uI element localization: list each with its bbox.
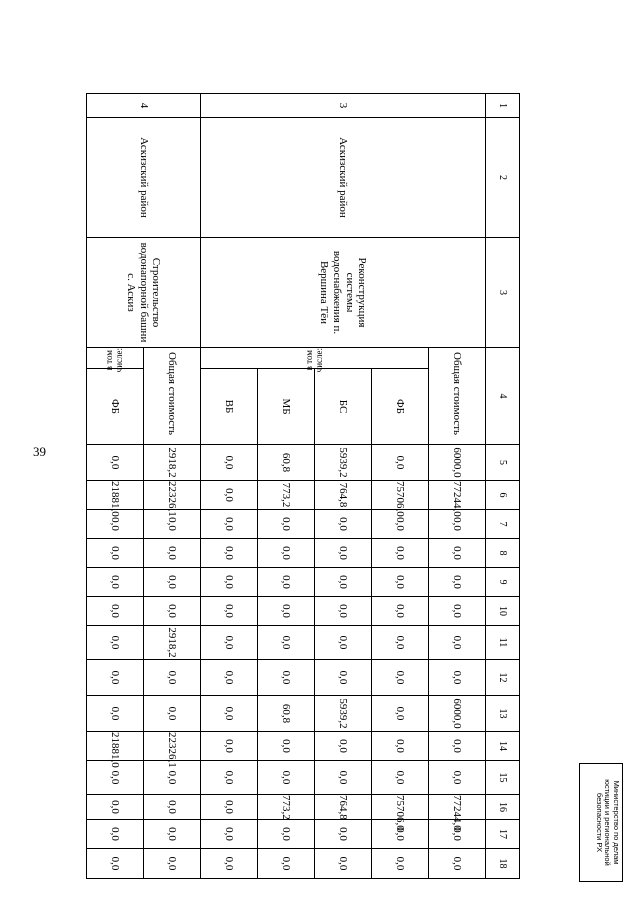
district-cell: Аскизский район <box>87 118 201 238</box>
value-cell: 0,0 <box>371 696 428 732</box>
column-number: 13 <box>485 696 519 732</box>
value-cell: 6000,0 <box>428 445 485 481</box>
value-cell: 0,0 <box>371 849 428 879</box>
column-number: 14 <box>485 732 519 761</box>
value-cell: 2918,2 <box>144 445 201 481</box>
value-cell: 0,0 <box>200 696 257 732</box>
column-number: 18 <box>485 849 519 879</box>
value-cell: 0,0 <box>200 626 257 660</box>
value-cell: 0,0 <box>314 761 371 795</box>
value-cell: 0,0 <box>257 849 314 879</box>
value-cell: 0,0 <box>257 568 314 597</box>
value-cell: 0,0 <box>87 445 144 481</box>
value-cell: 75706,0 <box>371 795 428 820</box>
value-cell: 0,0 <box>144 696 201 732</box>
in-that-label-cell <box>200 348 428 373</box>
value-cell: 0,0 <box>257 660 314 696</box>
table-row <box>428 94 485 879</box>
value-cell: 0,0 <box>87 795 144 820</box>
in-that-label: в том числе: <box>104 348 125 373</box>
value-cell: 0,0 <box>428 660 485 696</box>
value-cell: 0,0 <box>200 481 257 510</box>
ministry-stamp <box>579 763 623 882</box>
column-number: 4 <box>485 348 519 445</box>
funding-source-label: БС <box>314 369 371 445</box>
column-number: 5 <box>485 445 519 481</box>
value-cell: 0,0 <box>144 660 201 696</box>
value-cell: 0,0 <box>200 732 257 761</box>
value-cell: 764,8 <box>314 481 371 510</box>
value-cell: 0,0 <box>257 761 314 795</box>
value-cell: 0,0 <box>428 761 485 795</box>
value-cell: 0,0 <box>314 539 371 568</box>
value-cell: 0,0 <box>314 732 371 761</box>
value-cell: 0,0 <box>87 568 144 597</box>
funding-source-label: ФБ <box>87 369 144 445</box>
column-number: 2 <box>485 118 519 238</box>
value-cell: 5939,2 <box>314 696 371 732</box>
value-cell: 773,2 <box>257 795 314 820</box>
value-cell: 0,0 <box>87 660 144 696</box>
value-cell: 0,0 <box>371 510 428 539</box>
column-number: 12 <box>485 660 519 696</box>
object-cell: Реконструкция системы водоснабжения п. Вершина Тёи <box>200 238 485 348</box>
value-cell: 0,0 <box>144 597 201 626</box>
page-number: 39 <box>33 444 46 459</box>
value-cell: 0,0 <box>257 510 314 539</box>
value-cell: 0,0 <box>428 568 485 597</box>
value-cell: 77244,0 <box>428 481 485 510</box>
value-cell: 0,0 <box>144 795 201 820</box>
value-cell: 0,0 <box>257 539 314 568</box>
value-cell: 0,0 <box>371 820 428 849</box>
column-number: 11 <box>485 626 519 660</box>
value-cell: 0,0 <box>257 597 314 626</box>
value-cell: 0,0 <box>87 539 144 568</box>
value-cell: 0,0 <box>200 568 257 597</box>
in-that-label: в том числе: <box>303 348 324 373</box>
column-number: 6 <box>485 481 519 510</box>
row-number: 4 <box>87 94 201 118</box>
value-cell: 5939,2 <box>314 445 371 481</box>
value-cell: 0,0 <box>371 568 428 597</box>
value-cell: 0,0 <box>144 568 201 597</box>
value-cell: 0,0 <box>371 761 428 795</box>
value-cell: 0,0 <box>257 820 314 849</box>
value-cell: 0,0 <box>371 597 428 626</box>
value-cell: 0,0 <box>144 539 201 568</box>
value-cell: 0,0 <box>200 849 257 879</box>
funding-source-label: ФБ <box>371 369 428 445</box>
value-cell: 0,0 <box>87 597 144 626</box>
value-cell: 0,0 <box>314 660 371 696</box>
value-cell: 60,8 <box>257 445 314 481</box>
funding-table <box>86 93 520 879</box>
value-cell: 0,0 <box>87 696 144 732</box>
in-that-label-cell <box>87 348 144 373</box>
value-cell: 0,0 <box>371 539 428 568</box>
column-number-row <box>485 94 519 879</box>
value-cell: 0,0 <box>257 732 314 761</box>
column-number: 15 <box>485 761 519 795</box>
column-number: 10 <box>485 597 519 626</box>
value-cell: 0,0 <box>314 597 371 626</box>
value-cell: 0,0 <box>428 626 485 660</box>
value-cell: 0,0 <box>200 510 257 539</box>
value-cell: 0,0 <box>428 539 485 568</box>
column-number: 9 <box>485 568 519 597</box>
table-row <box>144 94 201 879</box>
value-cell: 0,0 <box>314 820 371 849</box>
value-cell: 0,0 <box>257 626 314 660</box>
column-number: 17 <box>485 820 519 849</box>
value-cell: 6000,0 <box>428 696 485 732</box>
district-cell: Аскизский район <box>200 118 485 238</box>
value-cell: 0,0 <box>428 510 485 539</box>
value-cell: 21881,0 <box>87 481 144 510</box>
value-cell: 0,0 <box>144 849 201 879</box>
value-cell: 0,0 <box>428 849 485 879</box>
column-number: 3 <box>485 238 519 348</box>
funding-source-label: ВБ <box>200 369 257 445</box>
funding-source-label: МБ <box>257 369 314 445</box>
value-cell: 0,0 <box>144 820 201 849</box>
total-label: Общая стоимость <box>428 348 485 445</box>
value-cell: 773,2 <box>257 481 314 510</box>
value-cell: 21881,0 <box>87 732 144 761</box>
value-cell: 22326,1 <box>144 732 201 761</box>
value-cell: 0,0 <box>371 660 428 696</box>
value-cell: 0,0 <box>428 597 485 626</box>
value-cell: 0,0 <box>314 849 371 879</box>
value-cell: 0,0 <box>200 597 257 626</box>
value-cell: 0,0 <box>371 626 428 660</box>
value-cell: 0,0 <box>144 761 201 795</box>
row-number: 3 <box>200 94 485 118</box>
value-cell: 0,0 <box>87 626 144 660</box>
value-cell: 0,0 <box>87 510 144 539</box>
value-cell: 22326,1 <box>144 481 201 510</box>
value-cell: 0,0 <box>200 660 257 696</box>
value-cell: 0,0 <box>200 820 257 849</box>
value-cell: 0,0 <box>200 761 257 795</box>
value-cell: 764,8 <box>314 795 371 820</box>
value-cell: 0,0 <box>314 626 371 660</box>
value-cell: 0,0 <box>428 732 485 761</box>
value-cell: 0,0 <box>144 510 201 539</box>
value-cell: 77244,0 <box>428 795 485 820</box>
value-cell: 0,0 <box>87 820 144 849</box>
total-label: Общая стоимость <box>144 348 201 445</box>
value-cell: 0,0 <box>200 795 257 820</box>
value-cell: 0,0 <box>371 732 428 761</box>
value-cell: 75706,0 <box>371 481 428 510</box>
value-cell: 0,0 <box>87 849 144 879</box>
value-cell: 60,8 <box>257 696 314 732</box>
value-cell: 0,0 <box>371 445 428 481</box>
column-number: 7 <box>485 510 519 539</box>
stamp-text: Министерство по делам юстиции и региональной безопасности РХ <box>594 779 621 866</box>
rotated-table-container <box>86 93 520 871</box>
value-cell: 0,0 <box>314 568 371 597</box>
value-cell: 0,0 <box>428 820 485 849</box>
value-cell: 0,0 <box>200 445 257 481</box>
column-number: 16 <box>485 795 519 820</box>
value-cell: 0,0 <box>200 539 257 568</box>
column-number: 8 <box>485 539 519 568</box>
value-cell: 2918,2 <box>144 626 201 660</box>
value-cell: 0,0 <box>314 510 371 539</box>
value-cell: 0,0 <box>87 761 144 795</box>
object-cell: Строительство водонапорной башни с. Аскиз <box>87 238 201 348</box>
column-number: 1 <box>485 94 519 118</box>
